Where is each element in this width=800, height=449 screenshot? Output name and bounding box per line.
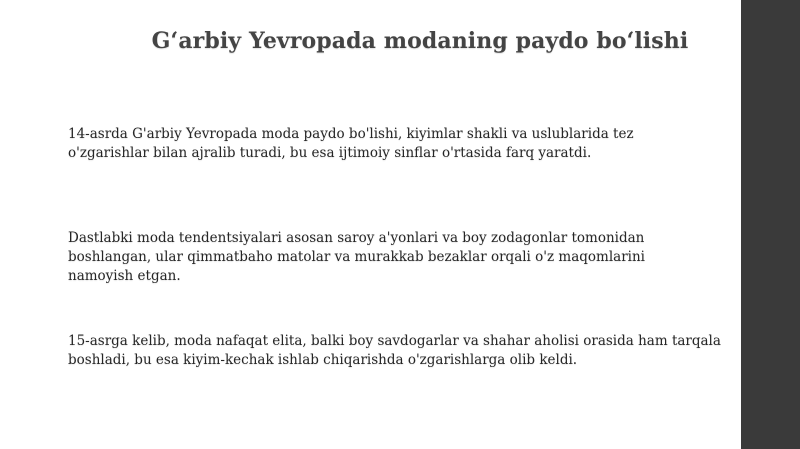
paragraph-2	[68, 229, 645, 286]
paragraph-2-line-3: namoyish etgan.	[68, 268, 181, 284]
paragraph-1-line-2: o'zgarishlar bilan ajralib turadi, bu esa ijtimoiy sinflar o'rtasida farq yaratdi.	[68, 145, 592, 161]
slide-title: G‘arbiy Yevropada modaning paydo bo‘lishi	[151, 28, 689, 54]
paragraph-2-line-1: Dastlabki moda tendentsiyalari asosan saroy a'yonlari va boy zodagonlar tomonidan	[68, 230, 645, 246]
right-side-panel	[741, 0, 800, 449]
paragraph-3	[68, 332, 721, 370]
paragraph-3-line-1: 15-asrga kelib, moda nafaqat elita, balki boy savdogarlar va shahar aholisi orasida ham tarqala	[68, 333, 721, 349]
paragraph-2-line-2: boshlangan, ular qimmatbaho matolar va murakkab bezaklar orqali o'z maqomlarini	[68, 249, 645, 265]
paragraph-3-line-2: boshladi, bu esa kiyim-kechak ishlab chiqarishda o'zgarishlarga olib keldi.	[68, 352, 578, 368]
paragraph-1-line-1: 14-asrda G'arbiy Yevropada moda paydo bo'lishi, kiyimlar shakli va uslublarida tez	[68, 126, 634, 142]
paragraph-1	[68, 125, 634, 163]
